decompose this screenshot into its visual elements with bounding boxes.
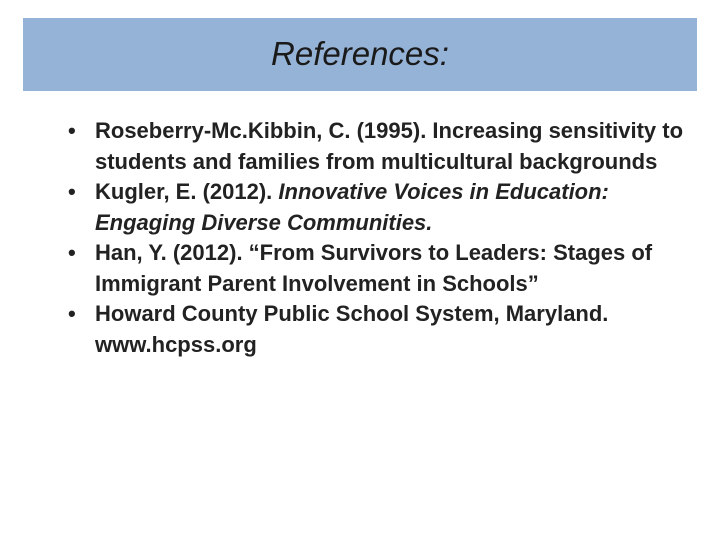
bullet-marker: •: [68, 179, 76, 204]
title-banner: [23, 18, 697, 91]
reference-text: Roseberry-Mc.Kibbin, C. (1995). Increasing sensitivity to students and families from multicultural backgrounds: [95, 118, 684, 174]
bullet-marker: •: [68, 240, 76, 265]
reference-text: Han, Y. (2012). “From Survivors to Leaders: Stages of Immigrant Parent Involvement in Schools”: [95, 240, 653, 296]
reference-item: [68, 299, 695, 360]
reference-list: [68, 116, 695, 360]
reference-period: .: [426, 209, 433, 235]
bullet-marker: •: [68, 118, 76, 143]
reference-item: [68, 116, 695, 177]
reference-text: Howard County Public School System, Maryland. www.hcpss.org: [95, 301, 609, 357]
bullet-marker: •: [68, 301, 76, 326]
slide-title: References:: [271, 35, 449, 72]
reference-book-title: Innovative Voices in Education: Engaging Diverse Communities: [95, 179, 609, 235]
reference-author-year: Kugler, E. (2012).: [95, 179, 279, 204]
reference-item: [68, 238, 695, 299]
reference-item: [68, 177, 695, 238]
